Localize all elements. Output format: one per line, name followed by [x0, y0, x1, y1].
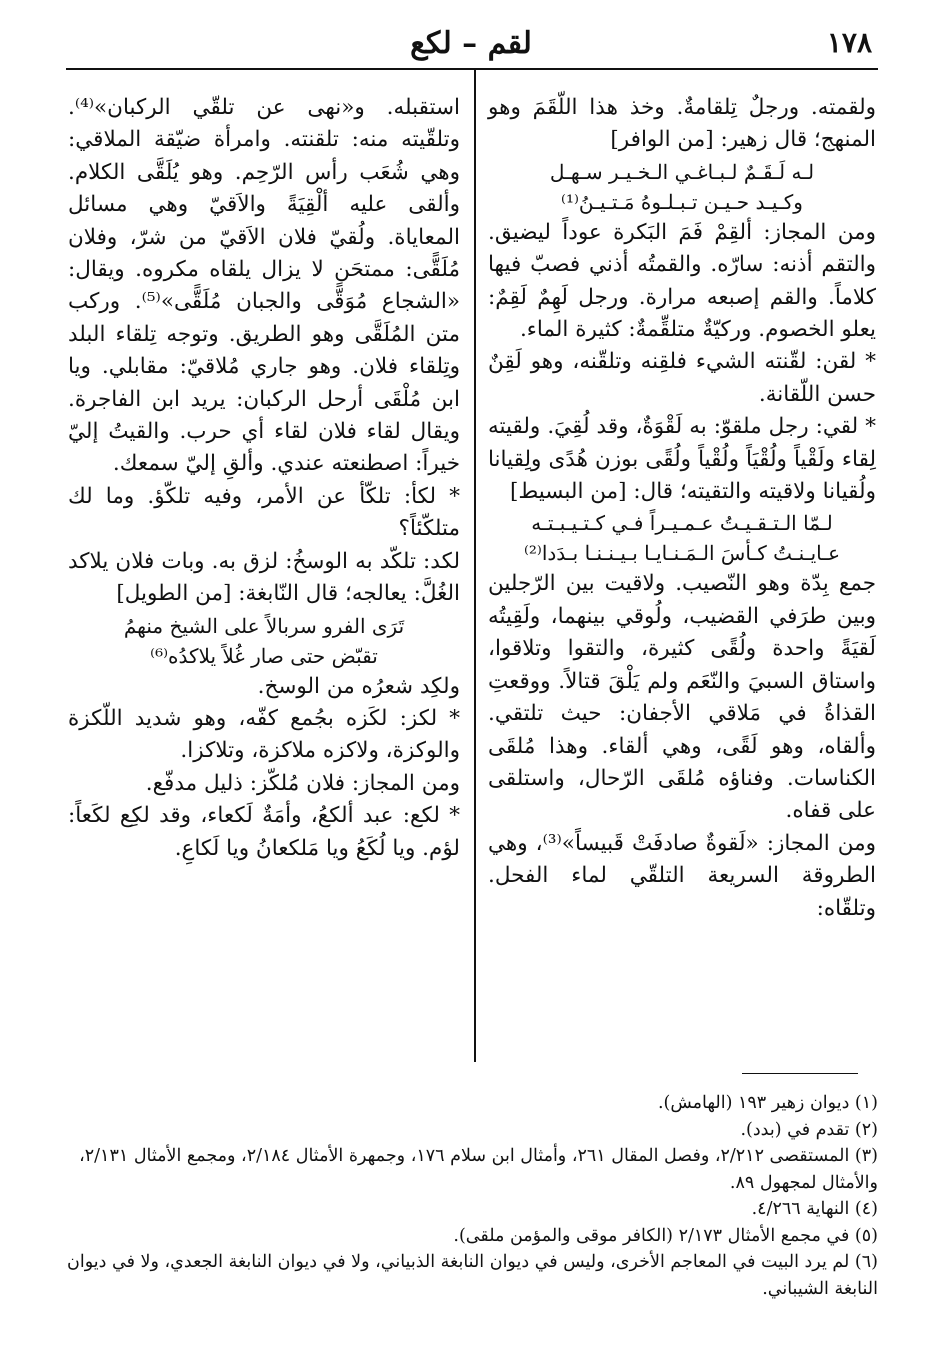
footnote: (٣) المستقصى ٢/٢١٢، وفصل المقال ٢٦١، وأمثال ابن سلام ١٧٦، وجمهرة الأمثال ٢/١٨٤، ومجمع الأمثال ٢/١٣١، والأمثال لمجهول ٨٩.	[79, 1146, 878, 1193]
paragraph: ولكِد شعرُه من الوسخ.	[257, 673, 460, 699]
footnote: (٦) لم يرد البيت في المعاجم الأخرى، وليس في ديوان النابغة الذبياني، ولا في ديوان النابغة الجعدي، ولا في ديوان النابغة الشيباني.	[67, 1252, 878, 1299]
entry-lk-ayn: * لكع: عبد ألكعُ، وأمَةٌ لَكعاء، وقد لكِع لكَعاً: لؤم. ويا لُكَعُ ويا مَلكعانُ ويا لَكاعِ.	[68, 803, 460, 861]
column-divider	[474, 70, 476, 1062]
footnote-rule	[742, 1073, 858, 1074]
footnote: (١) ديوان زهير ١٩٣ (الهامش).	[657, 1093, 878, 1113]
entry-lkz: * لكز: لكَزه بجُمع كفّه، وهو شديد اللّكزة والوكزة، ولاكزه ملاكزة، وتلاكزا.	[68, 705, 460, 764]
verse-line: لـمّا الـتـقـيـتُ عـمـيـراً فـي كـتـيـبـتـه	[531, 511, 833, 536]
paragraph: ومن المجاز: «لَقوةٌ صادفَتْ قَبيساً»⁽³⁾، وهي الطروقة السريعة التلقّي لماء الفحل. وتلقّاه:	[488, 830, 876, 921]
paragraph: ولقمته. ورجلٌ تِلقامةٌ. وخذ هذا اللّقَمَ وهو المنهج؛ قال زهير: [من الوافر]	[488, 95, 876, 153]
verse-line: وكـيـد حـيـن تـبـلـوهُ مَـتـيـنُ⁽¹⁾	[561, 189, 803, 214]
page-header	[66, 20, 876, 66]
entry-lka: * لكأ: تلكّأ عن الأمر، وفيه تلكّؤ. وما لك متلكّئاً؟	[68, 483, 460, 542]
running-title: لقم – لكع	[410, 26, 532, 61]
entry-lqy: * لقي: رجل ملقوّ: به لَقْوَةٌ، وقد لُقِيَ. ولقيته لِقاء ولَقْياً ولُقْيَاً ولُقْياً ولُقًى بوزن هُدًى ولِقيانا ولُقيانا ولاقيته والتقيته؛ قال: [من البسيط]	[488, 414, 876, 505]
footnote: (٢) تقدم في (بدد).	[740, 1119, 878, 1140]
page-number: ١٧٨	[826, 26, 872, 59]
verse-line: لـه لَـقَـمٌ لـبـاغـي الـخـيـر سـهـل	[549, 159, 815, 184]
header-rule	[66, 68, 878, 70]
paragraph: ومن المجاز: فلان مُلكّز: ذليل مدفّع.	[145, 770, 460, 796]
paragraph: جمع بِدّة وهو النّصيب. ولاقيت بين الرّجلين وبين طرَفي القضيب، ولُوقي بينهما، ولَقِيتُه لَقيَةً واحدة ولُقًى كثيرة، والتقوا وتلاقوا، واستاق السبيَ والنّعَم ولم يَلْقَ قتالاً. ووقعتِ القذاةُ في مَلاقي الأجفان: حيث تلتقي. وألقاه، وهو لَقًى، وهي ألقاء. وهذا مُلقَى الكناسات. وفناؤه مُلقَى الرّحال، واستلقى على قفاه.	[488, 571, 876, 824]
right-column	[488, 92, 876, 925]
entry-lqn: * لقن: لقّنته الشيء فلقِنه وتلقّنه، وهو لَقِنٌ حسن اللّقانة.	[488, 349, 876, 407]
footnote: (٤) النهاية ٤/٢٦٦.	[751, 1199, 878, 1219]
entry-lkd: لكد: تلكّد به الوسخُ: لزق به. وبات فلان يلاكد الغُلَّ: يعالجه؛ قال النّابغة: [من الطويل]	[68, 548, 460, 607]
footnote: (٥) في مجمع الأمثال ٢/١٧٣ (الكافر موقى والمؤمن ملقى).	[453, 1225, 878, 1246]
paragraph: استقبله. و«نهى عن تلقّي الركبان»⁽⁴⁾. وتلقّيته منه: تلقنته. وامرأة ضيّقة الملاقي: وهي شُعَب رأس الرّحِم. وهو يُلَقَّى الكلام. وألقى عليه ألْقِيَةً والاَقيّ وهي مسائل المعاياة. ولُقيّ فلان الاَقيّ من شرّ، وفلان مُلَقًّى: ممتحَن لا يزال يلقاه مكروه. ويقال: «الشجاع مُوَقًّى والجبان مُلَقًّى»⁽⁵⁾. وركب متن المُلَقَّى وهو الطريق. وتوجه تِلقاء البلد وتِلقاء فلان. وهو جاري مُلاقيّ: مقابلي. ويا ابن مُلْقَى أرحل الركبان: يريد ابن الفاجرة. ويقال لقاء فلان لقاء أي حرب. والقيتُ إليّ خيراً: اصطنعته عندي. وألقِ إليّ سمعك.	[68, 95, 461, 477]
verse-line: عـايـنـتُ كـأسَ الـمَـنـايـا بـيـنـنـا بـدَدا⁽²⁾	[523, 541, 841, 566]
paragraph: ومن المجاز: ألقِمْ فَمَ البَكرة عوداً ليضيق. والتقم أذنه: سارّه. والقمتُه أذني فصبّ فيها كلاماً. والقم إصبعه مرارة. ورجل لَهِمٌ لَقِمٌ: يعلو الخصوم. وركيّةٌ متلقِّمةٌ: كثيرة الماء.	[488, 219, 876, 343]
verse-line: تقبّض حتى صار غُلاً يلاكدُه⁽⁶⁾	[150, 643, 378, 668]
footnotes	[66, 1090, 878, 1302]
left-column	[68, 92, 460, 865]
verse-line: تَرَى الفرو سربالاً على الشيخ منهمُ	[123, 613, 405, 638]
